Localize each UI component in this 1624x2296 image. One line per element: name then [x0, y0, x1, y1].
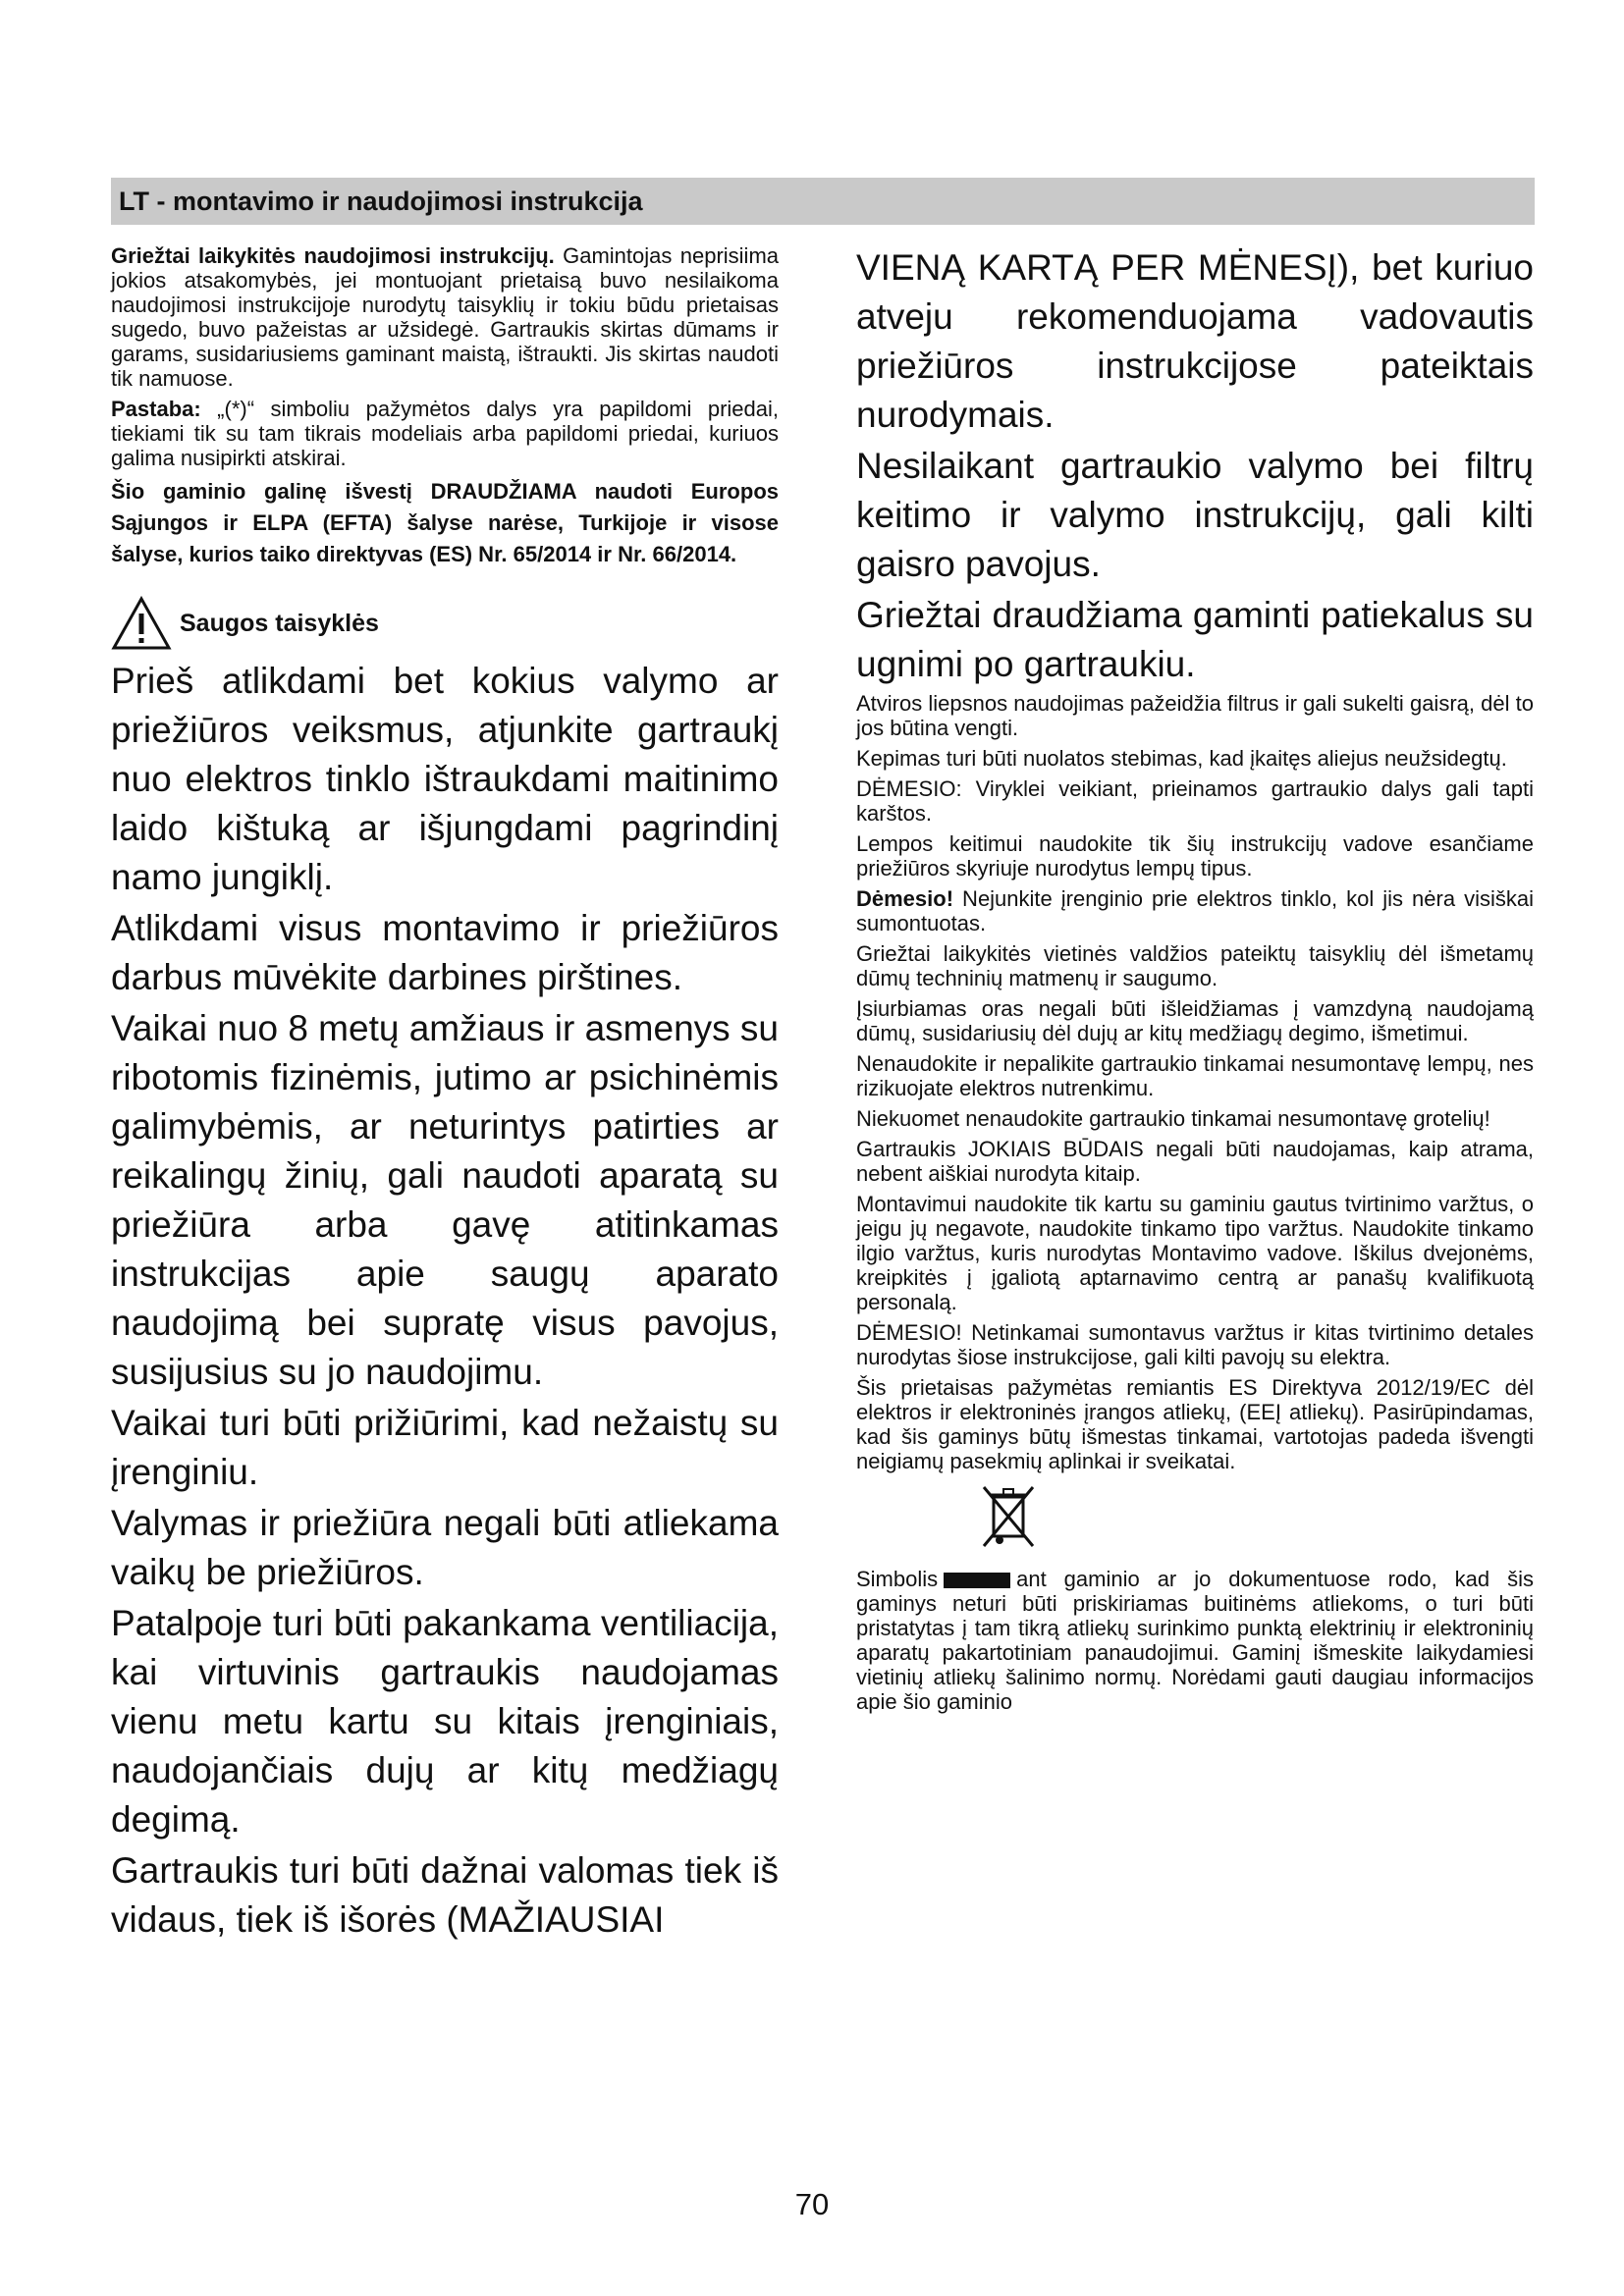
text-paragraph: Atviros liepsnos naudojimas pažeidžia filtrus ir gali sukelti gaisrą, dėl to jos būtina vengti.	[856, 691, 1534, 740]
left-column	[111, 243, 779, 1947]
note-label: Pastaba:	[111, 397, 201, 421]
note-paragraph	[111, 397, 779, 470]
page-number: 70	[794, 2187, 830, 2221]
intro-bold: Griežtai laikykitės naudojimosi instrukcijų.	[111, 243, 555, 268]
big-paragraph: Gartraukis turi būti dažnai valomas tiek iš vidaus, tiek iš išorės (MAŽIAUSIAI	[111, 1850, 779, 1940]
section-title: LT - montavimo ir naudojimosi instrukcija	[119, 187, 643, 216]
attention-paragraph	[856, 886, 1534, 935]
symbol-label: Simbolis	[856, 1567, 939, 1591]
export-text-c: naudoti Europos Sąjungos ir ELPA (EFTA) šalyse narėse, Turkijoje ir visose šalyse, kurios taiko direktyvas (ES) Nr. 65/2014 ir Nr. 66/2014.	[111, 479, 779, 566]
export-text-a: Šio gaminio galinę išvestį	[111, 479, 431, 504]
weee-symbol	[856, 1483, 1053, 1559]
text-paragraph: DĖMESIO: Viryklei veikiant, prieinamos gartraukio dalys gali tapti karštos.	[856, 776, 1534, 826]
symbol-text: ant gaminio ar jo dokumentuose rodo, kad šis gaminys neturi būti priskiriamas buitinėms atliekoms, o turi būti pristatytas į tam tikrą atliekų surinkimo punktą elektrinių ir elektroninių aparatų pakartotiniam panaudojimui. Gaminį išmeskite laikydamiesi vietinių atliekų šalinimo normų. Norėdami gauti daugiau informacijos apie šio gaminio	[856, 1567, 1534, 1714]
text-paragraph: Lempos keitimui naudokite tik šių instrukcijų vadove esančiame priežiūros skyriuje nurodytus lempų tipus.	[856, 831, 1534, 881]
intro-paragraph	[111, 243, 779, 391]
big-paragraph: Griežtai draudžiama gaminti patiekalus su ugnimi po gartraukiu.	[856, 595, 1534, 684]
big-paragraph: VIENĄ KARTĄ PER MĖNESĮ), bet kuriuo atveju rekomenduojama vadovautis priežiūros instrukcijose pateiktais nurodymais.	[856, 247, 1534, 435]
text-paragraph: DĖMESIO! Netinkamai sumontavus varžtus ir kitas tvirtinimo detales nurodytas šiose instrukcijose, gali kilti pavojų su elektra.	[856, 1320, 1534, 1369]
big-paragraph: Valymas ir priežiūra negali būti atliekama vaikų be priežiūros.	[111, 1503, 779, 1592]
black-bar-symbol	[944, 1573, 1010, 1588]
weee-paragraph	[856, 1567, 1534, 1714]
big-paragraph: Vaikai turi būti prižiūrimi, kad nežaistų su įrenginiu.	[111, 1403, 779, 1492]
safety-heading	[111, 596, 779, 651]
note-text: „(*)“ simboliu pažymėtos dalys yra papildomi priedai, tiekiami tik su tam tikrais modeliais arba papildomi priedai, kuriuos galima nusipirkti atskirai.	[111, 397, 779, 470]
attention-text: Nejunkite įrenginio prie elektros tinklo, kol jis nėra visiškai sumontuotas.	[856, 886, 1534, 935]
attention-label: Dėmesio!	[856, 886, 954, 911]
section-header	[111, 178, 1535, 225]
intro-text: Gamintojas neprisiima jokios atsakomybės, jei montuojant prietaisą buvo nesilaikoma naudojimosi instrukcijoje nurodytų taisyklių ir tokiu būdu prietaisas sugedo, buvo pažeistas ar užsidegė. Gartraukis skirtas dūmams ir garams, susidariusiems gaminant maistą, ištraukti. Jis skirtas naudoti tik namuose.	[111, 243, 780, 391]
warning-triangle-icon	[111, 596, 172, 651]
big-paragraph: Atlikdami visus montavimo ir priežiūros darbus mūvėkite darbines pirštines.	[111, 908, 779, 997]
text-paragraph: Montavimui naudokite tik kartu su gaminiu gautus tvirtinimo varžtus, o jeigu jų negavote, naudokite tinkamo tipo varžtus. Naudokite tinkamo ilgio varžtus, kuris nurodytas Montavimo vadove. Iškilus dvejonėms, kreipkitės į įgaliotą aptarnavimo centrą ar panašų kvalifikuotą personalą.	[856, 1192, 1534, 1314]
text-paragraph: Niekuomet nenaudokite gartraukio tinkamai nesumontavę grotelių!	[856, 1106, 1490, 1131]
right-column	[856, 243, 1534, 1720]
text-paragraph: Gartraukis JOKIAIS BŪDAIS negali būti naudojamas, kaip atrama, nebent aiškiai nurodyta kitaip.	[856, 1137, 1534, 1186]
text-paragraph: Kepimas turi būti nuolatos stebimas, kad įkaitęs aliejus neužsidegtų.	[856, 746, 1507, 771]
big-paragraph: Patalpoje turi būti pakankama ventiliacija, kai virtuvinis gartraukis naudojamas vienu metu kartu su kitais įrenginiais, naudojančiais dujų ar kitų medžiagų degimą.	[111, 1603, 779, 1840]
text-paragraph: Nenaudokite ir nepalikite gartraukio tinkamai nesumontavę lempų, nes rizikuojate elektros nutrenkimu.	[856, 1051, 1534, 1100]
text-paragraph: Šis prietaisas pažymėtas remiantis ES Direktyva 2012/19/EC dėl elektros ir elektroninės įrangos atliekų, (EEĮ atliekų). Pasirūpindamas, kad šis gaminys būtų išmestas tinkamai, vartotojas padeda išvengti neigiamų pasekmių aplinkai ir sveikatai.	[856, 1375, 1534, 1473]
export-paragraph	[111, 476, 779, 570]
export-text-b: DRAUDŽIAMA	[430, 479, 576, 504]
big-paragraph: Prieš atlikdami bet kokius valymo ar priežiūros veiksmus, atjunkite gartraukį nuo elektros tinklo ištraukdami maitinimo laido kištuką ar išjungdami pagrindinį namo jungiklį.	[111, 661, 779, 897]
text-paragraph: Griežtai laikykitės vietinės valdžios pateiktų taisyklių dėl išmetamų dūmų techninių matmenų ir saugumo.	[856, 941, 1534, 990]
text-paragraph: Įsiurbiamas oras negali būti išleidžiamas į vamzdyną naudojamą dūmų, susidariusių dėl dujų ar kitų medžiagų degimo, išmetimui.	[856, 996, 1534, 1045]
big-paragraph: Vaikai nuo 8 metų amžiaus ir asmenys su ribotomis fizinėmis, jutimo ar psichinėmis galimybėmis, ar neturintys patirties ar reikalingų žinių, gali naudoti aparatą su priežiūra arba gavę atitinkamas instrukcijas apie saugų aparato naudojimą bei supratę visus pavojus, susijusius su jo naudojimu.	[111, 1008, 780, 1392]
crossed-bin-icon	[980, 1483, 1037, 1554]
big-paragraph: Nesilaikant gartraukio valymo bei filtrų keitimo ir valymo instrukcijų, gali kilti gaisro pavojus.	[856, 446, 1534, 584]
safety-title: Saugos taisyklės	[180, 609, 379, 637]
